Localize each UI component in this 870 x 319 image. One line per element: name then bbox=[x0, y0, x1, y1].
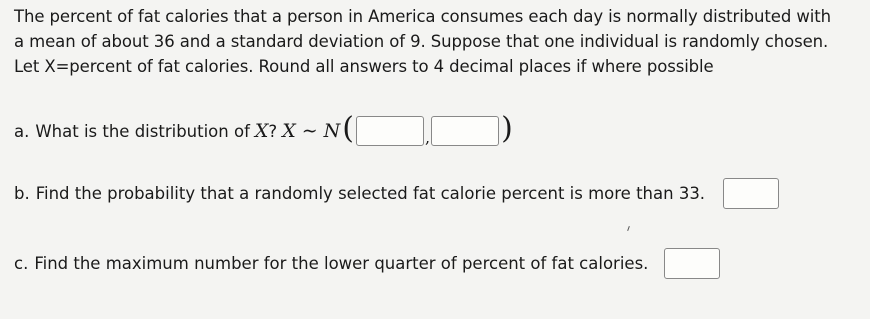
std-dev-input[interactable] bbox=[431, 116, 499, 146]
question-b-label: b. bbox=[14, 184, 30, 203]
open-paren: ( bbox=[342, 111, 354, 146]
question-a-qmark: ? bbox=[268, 121, 278, 141]
problem-statement bbox=[14, 4, 864, 79]
question-a-label: a. bbox=[14, 121, 30, 141]
mean-input[interactable] bbox=[356, 116, 424, 146]
intro-line-1: The percent of fat calories that a person in America consumes each day is normally distributed with bbox=[14, 7, 831, 26]
question-a bbox=[14, 111, 515, 147]
question-b bbox=[14, 178, 779, 209]
close-paren: ) bbox=[501, 111, 513, 146]
distribution-lhs: X bbox=[282, 120, 296, 142]
tilde-symbol: ∼ bbox=[301, 120, 318, 142]
question-c-text: Find the maximum number for the lower quarter of percent of fat calories. bbox=[34, 254, 649, 273]
lower-quartile-input[interactable] bbox=[664, 248, 720, 279]
intro-line-3: Let X=percent of fat calories. Round all answers to 4 decimal places if where possible bbox=[14, 57, 714, 76]
probability-input[interactable] bbox=[723, 178, 779, 209]
question-c-label: c. bbox=[14, 254, 29, 273]
question-b-text: Find the probability that a randomly selected fat calorie percent is more than 33. bbox=[35, 184, 706, 203]
question-a-text: What is the distribution of bbox=[35, 121, 250, 141]
intro-line-2: a mean of about 36 and a standard deviation of 9. Suppose that one individual is randomly chosen. bbox=[14, 32, 829, 51]
stray-mark bbox=[627, 226, 630, 231]
question-c bbox=[14, 248, 720, 279]
comma: , bbox=[424, 127, 431, 147]
question-a-variable: X bbox=[254, 120, 269, 142]
normal-symbol: N bbox=[323, 120, 341, 142]
